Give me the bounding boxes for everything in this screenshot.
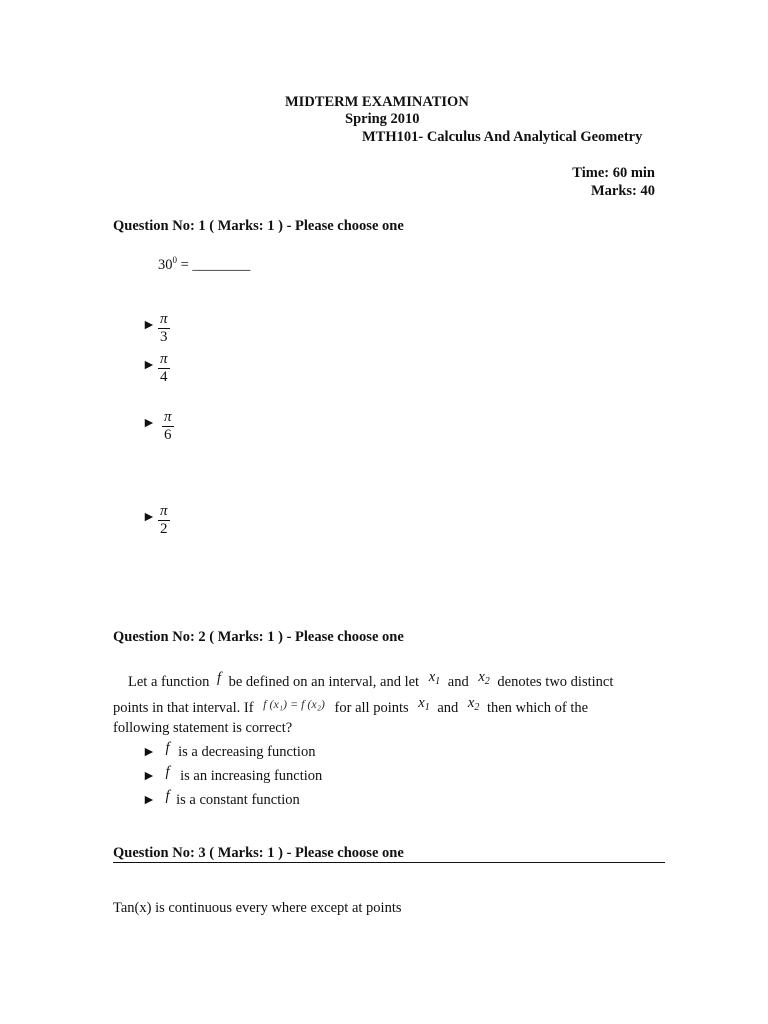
course-name: MTH101- Calculus And Analytical Geometry [362, 129, 643, 145]
question-2-line-3: following statement is correct? [113, 720, 293, 736]
q1-option-c[interactable]: $\frac{\pi}{6}$ [164, 409, 172, 443]
divider [113, 862, 665, 863]
question-3-prompt: Tan(x) is continuous every where except at points [113, 900, 402, 916]
q2-option-c[interactable]: ► f is a constant function [142, 788, 300, 808]
exam-marks: Marks: 40 [590, 183, 655, 199]
q1-option-b[interactable]: $\frac{\pi}{4}$ [160, 351, 168, 385]
option-marker-icon[interactable]: ► [142, 358, 156, 373]
option-marker-icon[interactable]: ► [142, 416, 156, 431]
exam-title: MIDTERM EXAMINATION [285, 94, 469, 110]
exam-time: Time: 60 min [572, 165, 655, 181]
question-2-line-1: Let a function f be defined on an interval, and let $x_1$ and $x_2$ denotes two distinct [128, 669, 614, 690]
option-marker-icon: ► [142, 769, 156, 784]
q1-option-a[interactable]: $\frac{\pi}{3}$ [160, 311, 168, 345]
question-2-line-2: points in that interval. If $^{f (x_1) = f (x_2)}$ for all points $x_1$ and $x_2$ then which of the [113, 695, 589, 716]
question-2-heading: Question No: 2 ( Marks: 1 ) - Please choose one [113, 629, 404, 645]
question-3-heading: Question No: 3 ( Marks: 1 ) - Please choose one [113, 845, 404, 861]
q2-option-a[interactable]: ► f is a decreasing function [142, 740, 316, 760]
q1-option-d[interactable]: $\frac{\pi}{2}$ [160, 503, 168, 537]
question-1-heading: Question No: 1 ( Marks: 1 ) - Please choose one [113, 218, 404, 234]
exam-term: Spring 2010 [345, 111, 420, 127]
question-1-prompt: $30^0$ = ________ [158, 255, 251, 273]
q2-option-b[interactable]: ► f is an increasing function [142, 764, 323, 784]
option-marker-icon[interactable]: ► [142, 510, 156, 525]
option-marker-icon: ► [142, 745, 156, 760]
option-marker-icon[interactable]: ► [142, 318, 156, 333]
option-marker-icon: ► [142, 793, 156, 808]
